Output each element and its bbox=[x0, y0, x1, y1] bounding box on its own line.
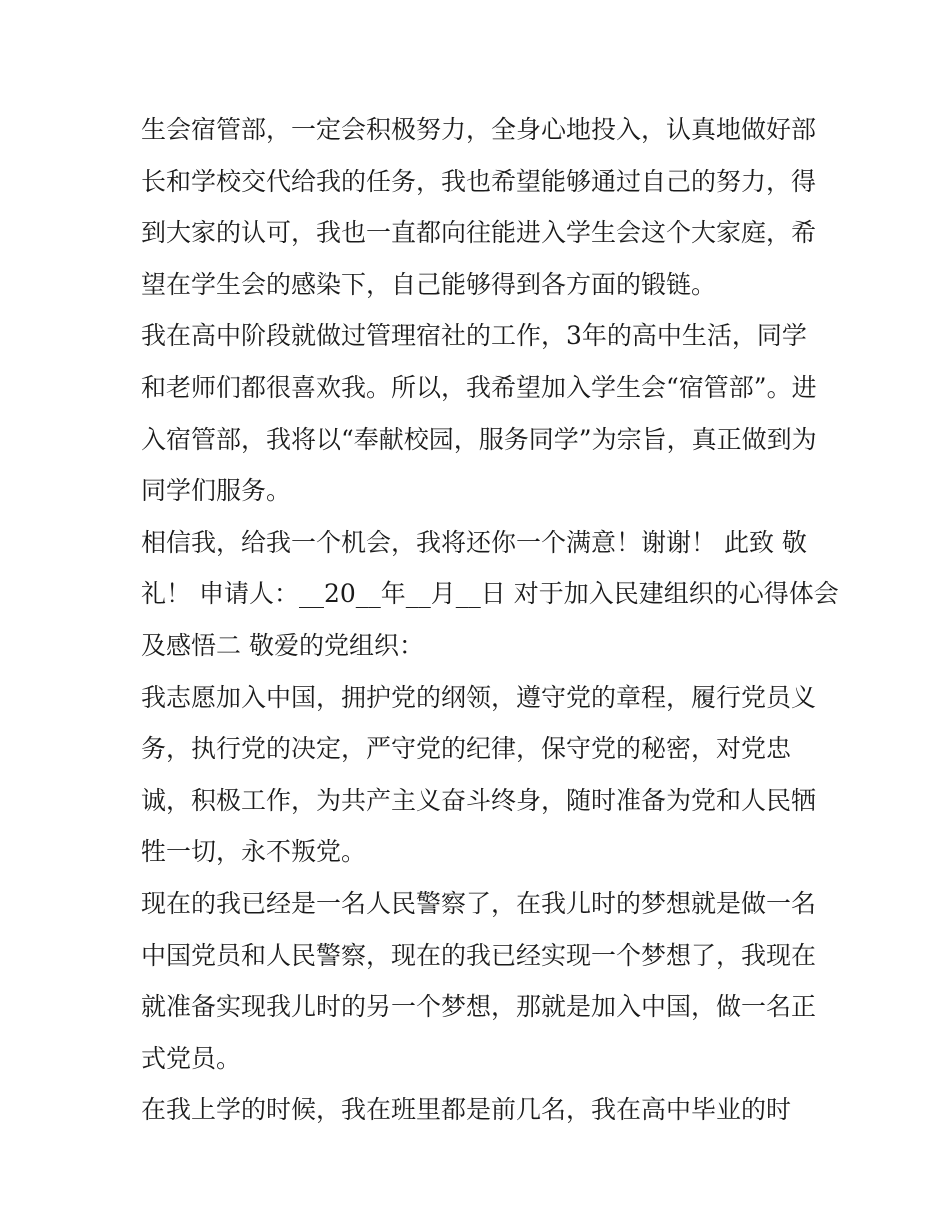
text-line: 我志愿加入中国，拥护党的纲领，遵守党的章程，履行党员义 bbox=[141, 682, 817, 712]
text-line: 生会宿管部，一定会积极努力，全身心地投入，认真地做好部 bbox=[141, 115, 817, 144]
text-line: 式党员。 bbox=[141, 1043, 242, 1073]
text-line: 中国党员和人民警察，现在的我已经实现一个梦想了，我现在 bbox=[141, 940, 817, 970]
text-line: 入宿管部，我将以“奉献校园，服务同学”为宗旨，真正做到为 bbox=[141, 424, 817, 454]
text-line: 礼！ 申请人：__20__年__月__日 对于加入民建组织的心得体会 bbox=[141, 579, 839, 609]
text-line: 就准备实现我儿时的另一个梦想，那就是加入中国，做一名正 bbox=[141, 992, 817, 1022]
text-line: 到大家的认可，我也一直都向往能进入学生会这个大家庭，希 bbox=[141, 218, 817, 248]
document-body bbox=[141, 108, 839, 1140]
text-line: 现在的我已经是一名人民警察了，在我儿时的梦想就是做一名 bbox=[141, 888, 817, 918]
text-line: 及感悟二 敬爱的党组织： bbox=[141, 630, 424, 660]
text-line: 长和学校交代给我的任务，我也希望能够通过自己的努力，得 bbox=[141, 166, 817, 196]
text-line: 我在高中阶段就做过管理宿社的工作，3年的高中生活，同学 bbox=[141, 321, 807, 351]
text-line: 同学们服务。 bbox=[141, 476, 292, 506]
text-line: 望在学生会的感染下，自己能够得到各方面的锻链。 bbox=[141, 269, 717, 299]
text-line: 牲一切，永不叛党。 bbox=[141, 837, 367, 867]
text-line: 在我上学的时候，我在班里都是前几名，我在高中毕业的时 bbox=[141, 1095, 792, 1125]
text-line: 务，执行党的决定，严守党的纪律，保守党的秘密，对党忠 bbox=[141, 734, 792, 764]
text-line: 相信我，给我一个机会，我将还你一个满意！谢谢！ 此致 敬 bbox=[141, 527, 807, 557]
text-line: 诚，积极工作，为共产主义奋斗终身，随时准备为党和人民牺 bbox=[141, 785, 817, 815]
text-line: 和老师们都很喜欢我。所以，我希望加入学生会“宿管部”。进 bbox=[141, 372, 817, 402]
